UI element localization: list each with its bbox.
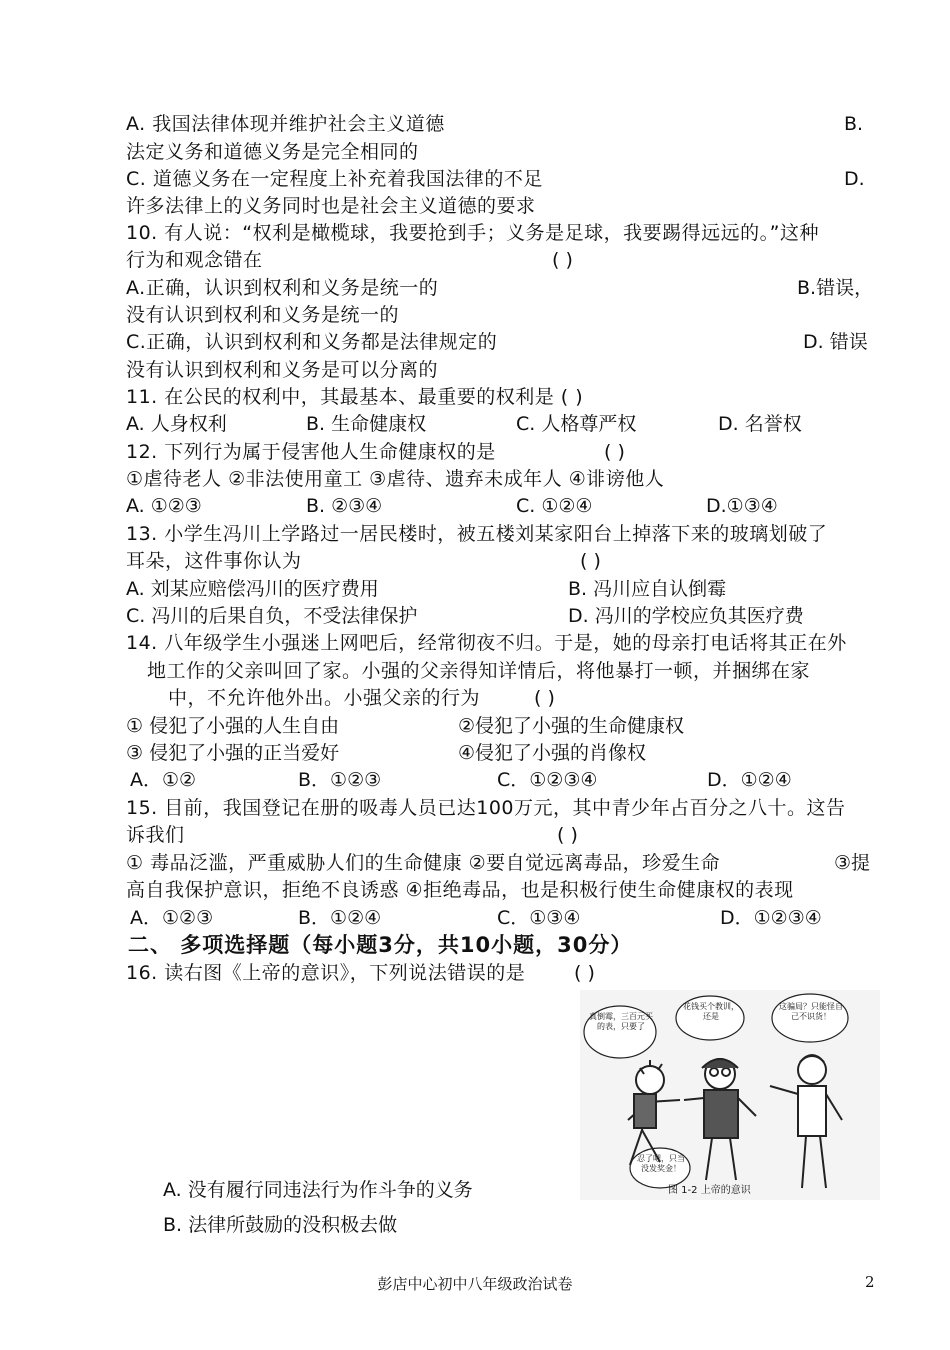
- speech-bubble-4-text: 忍了吧，只当没发奖金！: [637, 1154, 685, 1173]
- q13-option-b: B. 冯川应自认倒霉: [568, 578, 727, 600]
- q16-option-a: A. 没有履行同违法行为作斗争的义务: [163, 1179, 473, 1201]
- q14-option-a: A．①②: [130, 769, 197, 791]
- q9-option-b-label: B.: [844, 113, 864, 135]
- q15-option-a: A．①②③: [130, 907, 214, 929]
- page-footer: 彭店中心初中八年级政治试卷: [377, 1275, 573, 1293]
- section-2-heading: 二、 多项选择题（每小题3分，共10小题，30分）: [128, 933, 633, 957]
- page-number: 2: [865, 1273, 875, 1291]
- q10-stem-line1: 10. 有人说：“权利是橄榄球，我要抢到手；义务是足球，我要踢得远远的。”这种: [126, 222, 819, 244]
- q9-option-c: C. 道德义务在一定程度上补充着我国法律的不足: [126, 168, 543, 190]
- q13-option-c: C. 冯川的后果自负，不受法律保护: [126, 605, 418, 627]
- q10-option-b-label: B.错误，: [797, 277, 874, 299]
- cartoon-figure-image: [580, 990, 880, 1200]
- q15-answer-paren: ( ): [557, 824, 578, 846]
- speech-bubble-1-text: 真倒霉，三百元买的表，只要了: [589, 1012, 653, 1031]
- q12-items: ①虐待老人 ②非法使用童工 ③虐待、遗弃未成年人 ④诽谤他人: [126, 468, 665, 490]
- q14-item-2: ②侵犯了小强的生命健康权: [458, 715, 685, 737]
- q14-item-4: ④侵犯了小强的肖像权: [458, 742, 647, 764]
- q15-option-c: C．①③④: [497, 907, 581, 929]
- speech-bubble-1: [584, 1006, 656, 1058]
- q13-stem-line1: 13. 小学生冯川上学路过一居民楼时，被五楼刘某家阳台上掉落下来的玻璃划破了: [126, 523, 828, 545]
- q10-option-d-text: 没有认识到权利和义务是可以分离的: [126, 359, 439, 381]
- q10-option-b-text: 没有认识到权利和义务是统一的: [126, 304, 400, 326]
- q16-stem: 16. 读右图《上帝的意识》，下列说法错误的是: [126, 962, 526, 984]
- q14-option-b: B．①②③: [298, 769, 382, 791]
- q16-option-b: B. 法律所鼓励的没积极去做: [163, 1214, 398, 1236]
- q15-items-line1-end: ③提: [834, 852, 871, 874]
- q9-option-b-text: 法定义务和道德义务是完全相同的: [126, 141, 419, 163]
- q12-option-c: C. ①②④: [516, 495, 593, 517]
- speech-bubble-2-text: 花钱买个教训，还是: [683, 1002, 739, 1021]
- q12-answer-paren: ( ): [604, 441, 625, 463]
- q15-option-b: B．①②④: [298, 907, 382, 929]
- q10-option-d-label: D. 错误: [803, 331, 868, 353]
- q11-option-a: A. 人身权利: [126, 413, 227, 435]
- q15-option-d: D．①②③④: [720, 907, 822, 929]
- q12-stem: 12. 下列行为属于侵害他人生命健康权的是: [126, 441, 496, 463]
- q14-stem-line2: 地工作的父亲叫回了家。小强的父亲得知详情后，将他暴打一顿，并捆绑在家: [147, 660, 811, 682]
- q14-item-1: ① 侵犯了小强的人生自由: [126, 715, 340, 737]
- q10-answer-paren: ( ): [552, 249, 573, 271]
- q15-stem-line2: 诉我们: [126, 824, 185, 846]
- q16-answer-paren: ( ): [574, 962, 595, 984]
- q11-option-b: B. 生命健康权: [306, 413, 427, 435]
- q12-option-b: B. ②③④: [306, 495, 383, 517]
- q15-items-line1: ① 毒品泛滥，严重威胁人们的生命健康 ②要自觉远离毒品，珍爱生命: [126, 852, 721, 874]
- q11-option-c: C. 人格尊严权: [516, 413, 637, 435]
- speech-bubble-3: [772, 994, 848, 1042]
- q11-option-d: D. 名誉权: [718, 413, 802, 435]
- q13-option-a: A. 刘某应赔偿冯川的医疗费用: [126, 578, 379, 600]
- speech-bubble-2: [676, 996, 744, 1040]
- q13-stem-line2: 耳朵，这件事你认为: [126, 550, 302, 572]
- q14-stem-line1: 14. 八年级学生小强迷上网吧后，经常彻夜不归。于是，她的母亲打电话将其正在外: [126, 632, 847, 654]
- q9-option-d-text: 许多法律上的义务同时也是社会主义道德的要求: [126, 195, 536, 217]
- q9-option-d-label: D.: [844, 168, 865, 190]
- q13-answer-paren: ( ): [580, 550, 601, 572]
- q14-stem-line3: 中，不允许他外出。小强父亲的行为: [168, 687, 481, 709]
- speech-bubble-3-text: 这骗局？只能怪自己不识货！: [779, 1002, 843, 1021]
- q10-option-a: A.正确，认识到权利和义务是统一的: [126, 277, 439, 299]
- q13-option-d: D. 冯川的学校应负其医疗费: [568, 605, 804, 627]
- q11-stem: 11. 在公民的权利中，其最基本、最重要的权利是 ( ): [126, 386, 584, 408]
- q10-option-c: C.正确，认识到权利和义务都是法律规定的: [126, 331, 498, 353]
- q10-stem-line2: 行为和观念错在: [126, 249, 263, 271]
- q15-items-line2: 高自我保护意识，拒绝不良诱惑 ④拒绝毒品，也是积极行使生命健康权的表现: [126, 879, 794, 901]
- q12-option-d: D.①③④: [706, 495, 778, 517]
- q14-item-3: ③ 侵犯了小强的正当爱好: [126, 742, 340, 764]
- figure-caption: 图 1-2 上帝的意识: [668, 1185, 751, 1196]
- q12-option-a: A. ①②③: [126, 495, 202, 517]
- q9-option-a: A. 我国法律体现并维护社会主义道德: [126, 113, 445, 135]
- q14-option-c: C．①②③④: [497, 769, 598, 791]
- q15-stem-line1: 15. 目前，我国登记在册的吸毒人员已达100万元，其中青少年占百分之八十。这告: [126, 797, 846, 819]
- q14-option-d: D．①②④: [707, 769, 792, 791]
- q14-answer-paren: ( ): [534, 687, 555, 709]
